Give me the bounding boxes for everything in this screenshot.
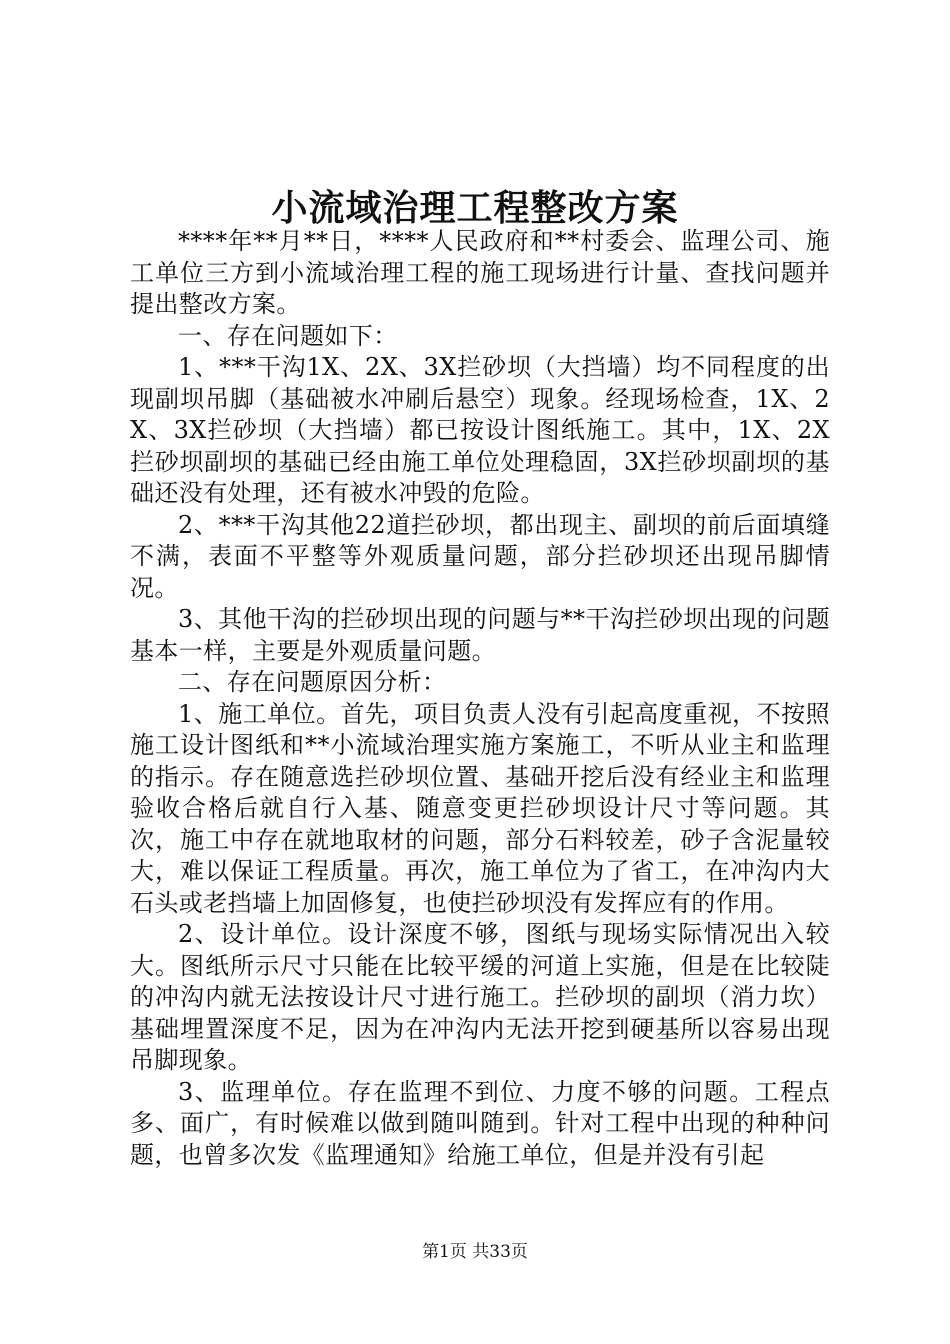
paragraph-problem-2: 2、***干沟其他22道拦砂坝，都出现主、副坝的前后面填缝不满，表面不平整等外观质量问题，部分拦砂坝还出现吊脚情况。 <box>130 510 830 602</box>
page-footer <box>0 1240 950 1264</box>
paragraph-heading-problems: 一、存在问题如下： <box>178 321 398 350</box>
paragraph-intro: ****年**月**日，****人民政府和**村委会、监理公司、施工单位三方到小流域治理工程的施工现场进行计量、查找问题并提出整改方案。 <box>130 227 830 318</box>
paragraph-cause-supervision: 3、监理单位。存在监理不到位、力度不够的问题。工程点多、面广，有时候难以做到随叫随到。针对工程中出现的种种问题，也曾多次发《监理通知》给施工单位，但是并没有引起 <box>130 1077 830 1169</box>
paragraph-cause-construction: 1、施工单位。首先，项目负责人没有引起高度重视，不按照施工设计图纸和**小流域治理实施方案施工，不听从业主和监理的指示。存在随意选拦砂坝位置、基础开挖后没有经业主和监理验收合格后就自行入基、随意变更拦砂坝设计尺寸等问题。其次，施工中存在就地取材的问题，部分石料较差，砂子含泥量较大，难以保证工程质量。再次，施工单位为了省工，在冲沟内大石头或老挡墙上加固修复，也使拦砂坝没有发挥应有的作用。 <box>130 699 830 917</box>
document-body <box>130 226 830 1171</box>
paragraph-cause-design: 2、设计单位。设计深度不够，图纸与现场实际情况出入较大。图纸所示尺寸只能在比较平缓的河道上实施，但是在比较陡的冲沟内就无法按设计尺寸进行施工。拦砂坝的副坝（消力坎）基础埋置深度不足，因为在冲沟内无法开挖到硬基所以容易出现吊脚现象。 <box>130 920 830 1074</box>
page-total: 共33页 <box>472 1242 528 1262</box>
page-number: 第1页 <box>422 1242 467 1262</box>
paragraph-heading-causes: 二、存在问题原因分析： <box>178 668 447 696</box>
paragraph-problem-1: 1、***干沟1X、2X、3X拦砂坝（大挡墙）均不同程度的出现副坝吊脚（基础被水冲刷后悬空）现象。经现场检查，1X、2X、3X拦砂坝（大挡墙）都已按设计图纸施工。其中，1X、2X拦砂坝副坝的基础已经由施工单位处理稳固，3X拦砂坝副坝的基础还没有处理，还有被水冲毁的危险。 <box>130 353 830 507</box>
paragraph-problem-3: 3、其他干沟的拦砂坝出现的问题与**干沟拦砂坝出现的问题基本一样，主要是外观质量问题。 <box>130 605 830 665</box>
document-title: 小流域治理工程整改方案 <box>271 187 679 229</box>
